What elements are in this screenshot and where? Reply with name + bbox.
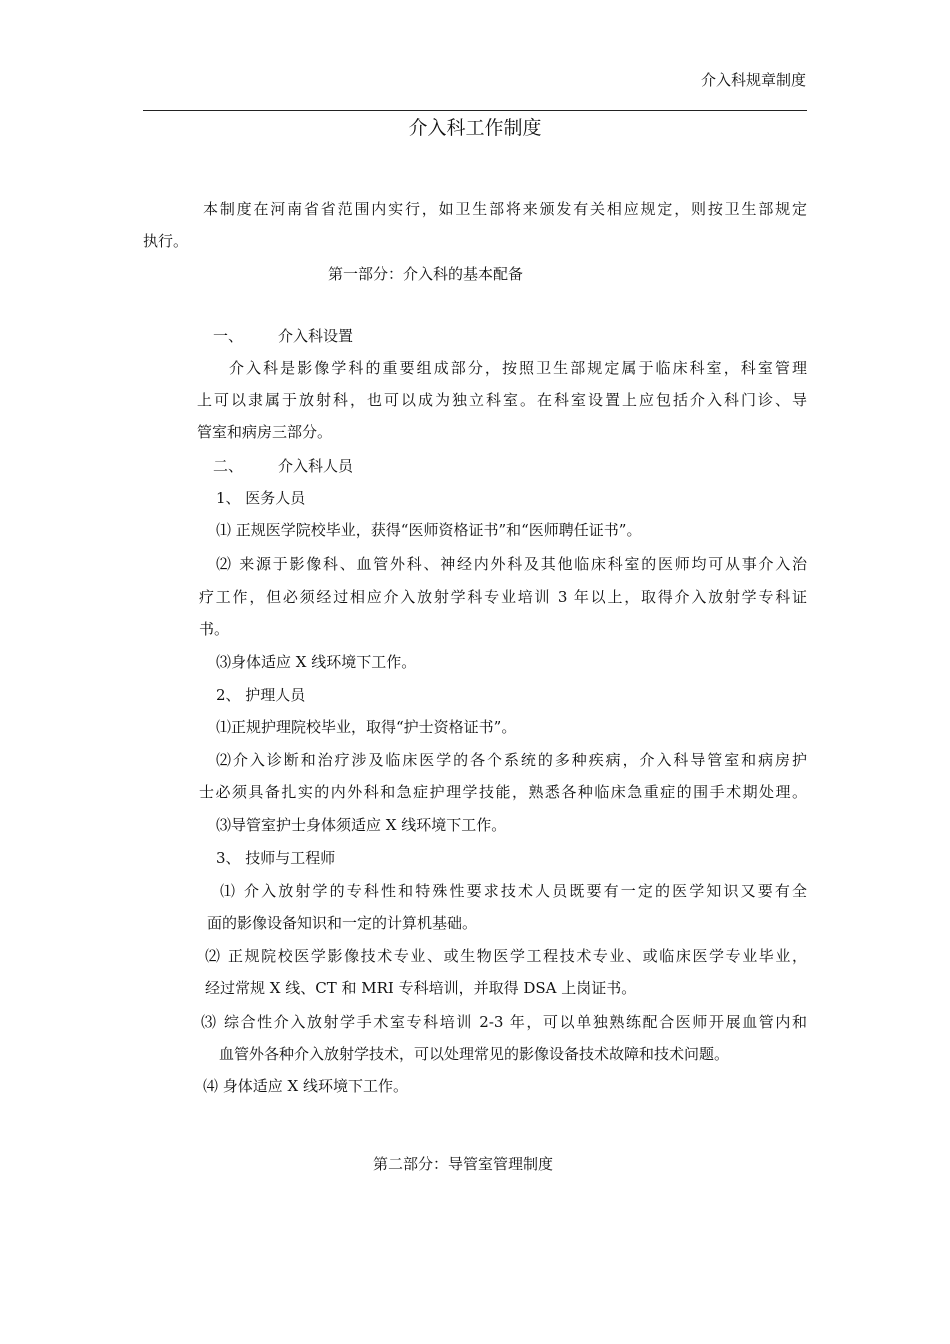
- subsection2-title: 2、 护理人员: [216, 686, 306, 704]
- sub1-item3: ⑶身体适应 X 线环境下工作。: [216, 653, 417, 671]
- part2-title: 第二部分：导管室管理制度: [373, 1155, 554, 1173]
- section1-para-line-1: 介入科是影像学科的重要组成部分，按照卫生部规定属于临床科室，科室管理: [229, 359, 807, 377]
- sub1-item2-line-2: 疗工作，但必须经过相应介入放射学科专业培训 3 年以上，取得介入放射学专科证: [199, 588, 807, 606]
- sub3-item3-line-1: ⑶ 综合性介入放射学手术室专科培训 2-3 年，可以单独熟练配合医师开展血管内和: [201, 1013, 807, 1031]
- document-title: 介入科工作制度: [408, 117, 542, 139]
- section1-number: 一、: [213, 327, 244, 345]
- section1-title: 介入科设置: [278, 327, 354, 345]
- sub2-item1: ⑴正规护理院校毕业，取得“护士资格证书”。: [216, 718, 517, 736]
- sub3-item1-line-1: ⑴ 介入放射学的专科性和特殊性要求技术人员既要有一定的医学知识又要有全: [220, 882, 807, 900]
- sub2-item3: ⑶导管室护士身体须适应 X 线环境下工作。: [216, 816, 507, 834]
- sub3-item3-line-2: 血管外各种介入放射学技术，可以处理常见的影像设备技术故障和技术问题。: [219, 1045, 730, 1063]
- sub3-item4: ⑷ 身体适应 X 线环境下工作。: [203, 1077, 408, 1095]
- intro-line-2: 执行。: [143, 232, 189, 250]
- header-rule: [143, 110, 807, 111]
- section1-para-line-3: 管室和病房三部分。: [197, 423, 333, 441]
- intro-line-1: 本制度在河南省省范围内实行，如卫生部将来颁发有关相应规定，则按卫生部规定: [203, 200, 807, 218]
- sub2-item2-line-1: ⑵介入诊断和治疗涉及临床医学的各个系统的多种疾病，介入科导管室和病房护: [216, 751, 807, 769]
- subsection1-title: 1、 医务人员: [216, 489, 306, 507]
- sub2-item2-line-2: 士必须具备扎实的内外科和急症护理学技能，熟悉各种临床急重症的围手术期处理。: [199, 783, 807, 801]
- sub1-item1: ⑴ 正规医学院校毕业，获得“医师资格证书”和“医师聘任证书”。: [216, 521, 642, 539]
- sub3-item2-line-2: 经过常规 X 线、CT 和 MRI 专科培训，并取得 DSA 上岗证书。: [205, 979, 637, 997]
- section2-number: 二、: [213, 457, 244, 475]
- section1-para-line-2: 上可以隶属于放射科，也可以成为独立科室。在科室设置上应包括介入科门诊、导: [197, 391, 807, 409]
- subsection3-title: 3、 技师与工程师: [216, 849, 336, 867]
- section2-title: 介入科人员: [278, 457, 354, 475]
- page-header: 介入科规章制度: [700, 71, 806, 89]
- sub3-item1-line-2: 面的影像设备知识和一定的计算机基础。: [207, 914, 478, 932]
- sub1-item2-line-1: ⑵ 来源于影像科、血管外科、神经内外科及其他临床科室的医师均可从事介入治: [216, 555, 807, 573]
- sub1-item2-line-3: 书。: [199, 620, 230, 638]
- sub3-item2-line-1: ⑵ 正规院校医学影像技术专业、或生物医学工程技术专业、或临床医学专业毕业，: [205, 947, 807, 965]
- part1-title: 第一部分：介入科的基本配备: [328, 265, 524, 283]
